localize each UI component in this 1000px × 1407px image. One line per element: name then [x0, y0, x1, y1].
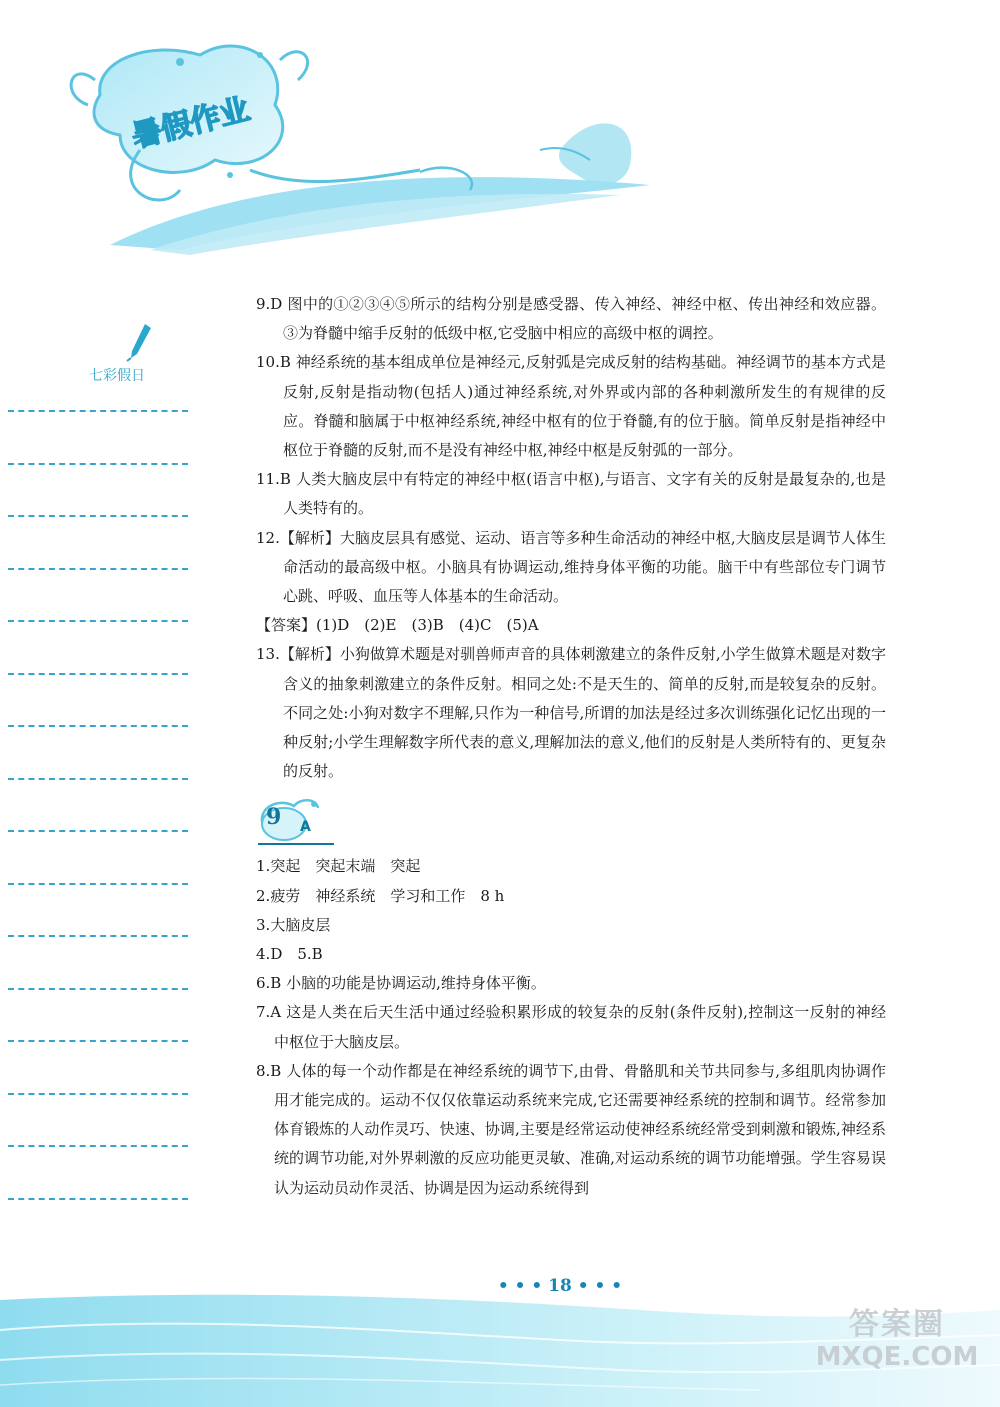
answer-text: 小狗做算术题是对驯兽师声音的具体刺激建立的条件反射,小学生做算术题是对数字含义的抽象刺激建立的条件反射。相同之处:不是天生的、简单的反射,而是较复杂的反射。不同之处:小狗对数字不理解,只作为一种信号,所谓的加法是经过多次训练强化记忆出现的一种反射;小学生理解数字所代表的意义,理解加法的意义,他们的反射是人类所特有的、更复杂的反射。	[283, 645, 886, 781]
answer-item	[256, 940, 886, 969]
note-line	[8, 673, 188, 675]
section-badge	[256, 792, 886, 852]
answer-item	[256, 1057, 886, 1203]
note-line	[8, 620, 188, 622]
answer-content	[256, 290, 886, 1203]
answer-number: 12.【解析】	[256, 528, 340, 547]
answer-number: 10.B	[256, 353, 291, 372]
answers-part1	[256, 290, 886, 786]
answer-text: 大脑皮层具有感觉、运动、语言等多种生命活动的神经中枢,大脑皮层是调节人体生命活动的最高级中枢。小脑具有协调运动,维持身体平衡的功能。脑干中有些部位专门调节心跳、呼吸、血压等人体基本的生命活动。	[283, 528, 886, 606]
answer-number: 3.	[256, 915, 271, 934]
note-line	[8, 1040, 188, 1042]
answer-text: 突起 突起末端 突起	[270, 857, 421, 876]
section-number: 9	[266, 804, 282, 831]
answers-part2	[256, 852, 886, 1202]
answer-number: 11.B	[256, 470, 291, 489]
note-line	[8, 463, 188, 465]
note-line	[8, 935, 188, 937]
note-line	[8, 410, 188, 412]
answer-text: 大脑皮层	[270, 915, 331, 934]
watermark-name: 答案圈	[849, 1307, 945, 1342]
answer-text: 人体的每一个动作都是在神经系统的调节下,由骨、骨骼肌和关节共同参与,多组肌肉协调作用才能完成的。运动不仅仅依靠运动系统来完成,它还需要神经系统的控制和调节。经常参加体育锻炼的人动作灵巧、快速、协调,主要是经常运动使神经系统经常受到刺激和锻炼,神经系统的调节功能,对外界刺激的反应功能更灵敏、准确,对运动系统的调节功能增强。学生容易误认为运动员动作灵活、协调是因为运动系统得到	[274, 1061, 886, 1197]
answer-item	[256, 348, 886, 465]
watermark-url: MXQE.COM	[815, 1342, 979, 1372]
answer-number: 13.【解析】	[256, 645, 340, 664]
note-line	[8, 725, 188, 727]
note-line	[8, 515, 188, 517]
answer-item	[256, 969, 886, 998]
note-line	[8, 830, 188, 832]
answer-number: 2.	[256, 886, 271, 905]
answer-text: 疲劳 神经系统 学习和工作 8 h	[270, 886, 505, 905]
note-line	[8, 1145, 188, 1147]
note-line	[8, 883, 188, 885]
answer-key-line	[256, 611, 886, 640]
answer-text: 图中的①②③④⑤所示的结构分别是感受器、传入神经、神经中枢、传出神经和效应器。③为脊髓中缩手反射的低级中枢,它受脑中相应的高级中枢的调控。	[283, 295, 886, 343]
answer-number: 7.A	[256, 1003, 282, 1022]
note-line	[8, 988, 188, 990]
answer-item	[256, 640, 886, 786]
header-decoration	[0, 0, 1000, 260]
answer-text: 这是人类在后天生活中通过经验积累形成的较复杂的反射(条件反射),控制这一反射的神经中枢位于大脑皮层。	[274, 1003, 886, 1051]
answer-number: 6.B	[256, 974, 282, 993]
answer-text: 小脑的功能是协调运动,维持身体平衡。	[286, 974, 546, 993]
answer-number: 【答案】	[256, 616, 317, 635]
note-line	[8, 778, 188, 780]
pen-icon	[125, 322, 155, 362]
answer-number: 1.	[256, 857, 271, 876]
answer-item	[256, 465, 886, 523]
answer-text: 人类大脑皮层中有特定的神经中枢(语言中枢),与语言、文字有关的反射是最复杂的,也是人类特有的。	[283, 470, 886, 518]
note-line	[8, 1198, 188, 1200]
section-letter: A	[300, 819, 311, 836]
answer-number: 4.	[256, 945, 271, 964]
note-line	[8, 568, 188, 570]
answer-item	[256, 524, 886, 612]
answer-number: 8.B	[256, 1061, 282, 1080]
sidebar-label: 七彩假日	[89, 368, 145, 384]
answer-text: D 5.B	[270, 945, 323, 964]
answer-item	[256, 852, 886, 881]
answer-item	[256, 998, 886, 1056]
watermark	[812, 1308, 982, 1372]
answer-text: (1)D (2)E (3)B (4)C (5)A	[316, 616, 539, 635]
answer-item	[256, 290, 886, 348]
note-line	[8, 1093, 188, 1095]
page-number: • • • 18 • • •	[497, 1276, 623, 1296]
answer-item	[256, 882, 886, 911]
header-badge-title: 暑假作业	[128, 91, 254, 155]
answer-item	[256, 911, 886, 940]
answer-text: 神经系统的基本组成单位是神经元,反射弧是完成反射的结构基础。神经调节的基本方式是反射,反射是指动物(包括人)通过神经系统,对外界或内部的各种刺激所发生的有规律的反应。脊髓和脑属于中枢神经系统,神经中枢有的位于脊髓,有的位于脑。简单反射是指神经中枢位于脊髓的反射,而不是没有神经中枢,神经中枢是反射弧的一部分。	[283, 353, 886, 460]
answer-number: 9.D	[256, 295, 283, 313]
